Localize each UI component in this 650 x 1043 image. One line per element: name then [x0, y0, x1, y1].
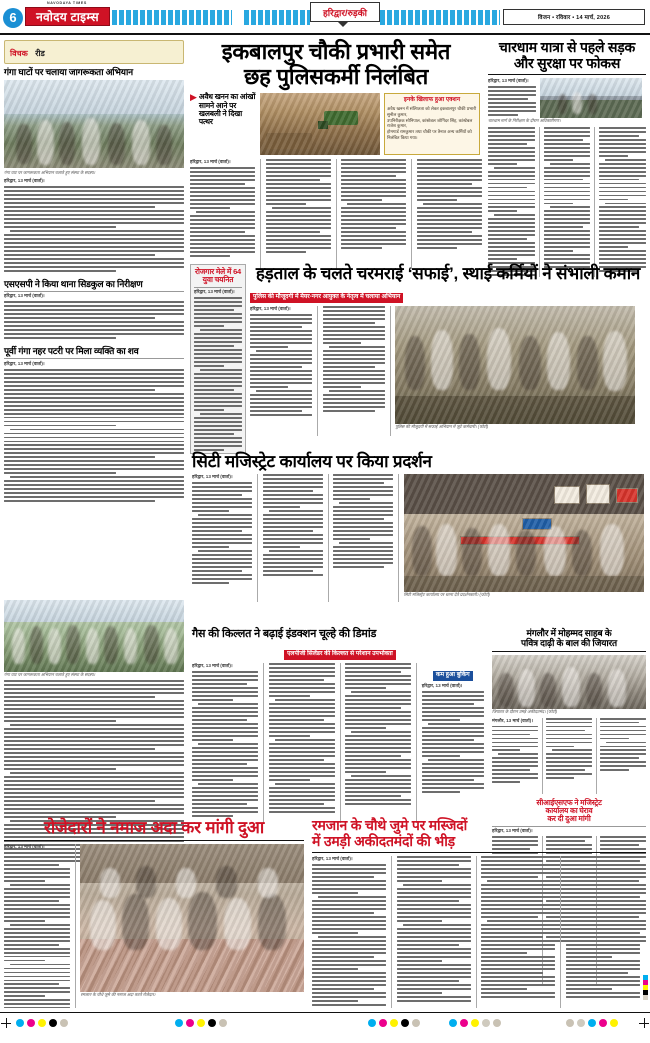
left-rail-body [4, 186, 184, 274]
cmyk-dot-group-2 [175, 1019, 227, 1027]
right-small-headline-line3: कर दी दुआ मांगी [547, 814, 591, 824]
photo-cleaning-drive [395, 306, 635, 424]
cmyk-dot-group-5 [566, 1019, 618, 1027]
ramzan-headline-line2: में उमड़ी अकीदतमंदों की भीड़ [312, 832, 455, 849]
photo-namaz-congregation [80, 844, 304, 992]
decorative-bar-mid [244, 10, 310, 25]
gas-byline: हरिद्वार, 13 मार्च (वार्ता)। [192, 663, 233, 669]
ramzan-body-col-4 [566, 856, 640, 1021]
gas-sidebar [422, 663, 484, 823]
protest-headline: सिटी मजिस्ट्रेट कार्यालय पर किया प्रदर्शन [192, 452, 432, 471]
gas-story [192, 628, 488, 823]
lead-body-col-1 [190, 159, 255, 269]
namaz-headline: रोजेदारों ने नमाज अदा कर मांगी दुआ [43, 818, 265, 837]
ramzan-body-col-2 [397, 856, 471, 1021]
left-rail-photo-caption: गंगा घाट पर जागरूकता अभियान चलाते हुए संस्था के सदस्य। [4, 169, 96, 175]
metro-box-headline-line2: युवा चयनित [202, 275, 234, 285]
lead-callout-title: इनके खिलाफ हुआ एक्शन [403, 97, 461, 104]
quick-read-label-rest: रीड [35, 49, 45, 58]
lead-callout-line-2: होमगार्ड रामकुमार तथा चौकी पर तैनात अन्य कर्मियों को निलंबित किया गया। [387, 129, 472, 141]
cleaning-byline: हरिद्वार, 13 मार्च (वार्ता)। [250, 306, 291, 312]
protest-body-col-1 [192, 474, 252, 602]
gas-sidebar-body [422, 691, 484, 795]
cleaning-sub-strip: पुलिस की मौजूदगी में मेयर-नगर आयुक्त के नेतृत्व में चलाया अभियान [250, 293, 403, 304]
lead-body-col-2 [266, 159, 331, 269]
mangalore-body-col-3 [600, 718, 646, 794]
press-registration-bar [0, 1008, 650, 1043]
right-small-byline: हरिद्वार, 13 मार्च (वार्ता)। [492, 828, 533, 834]
right-top-headline-line2: और सुरक्षा पर फोकस [513, 54, 621, 71]
right-top-story [488, 40, 646, 278]
mid-left-story2-body [4, 369, 184, 504]
masthead [0, 0, 650, 34]
cleaning-body-col-2 [323, 306, 385, 436]
cmyk-dot-group-1 [16, 1019, 68, 1027]
right-small-headline-line1: सीआईएसएफ ने मजिस्ट्रेट [536, 797, 602, 807]
gas-body-col-2 [269, 663, 335, 823]
lead-callout [384, 93, 480, 155]
ramzan-story [312, 818, 646, 1021]
metro-box-body [194, 297, 242, 452]
cleaning-photo-caption: पुलिस की मौजूदगी में सफाई अभियान में जुटे कर्मचारी। (फोटो) [395, 424, 489, 430]
mangalore-headline-line1: मंगलौर में मोहम्मद साहब के [526, 628, 612, 638]
page-number: 6 [3, 8, 23, 28]
metro-box-byline: हरिद्वार, 13 मार्च (वार्ता)। [194, 289, 235, 295]
right-top-body-col-2 [488, 127, 535, 278]
cleaning-story [250, 264, 646, 436]
right-top-headline-line1: चारधाम यात्रा से पहले सड़क [498, 39, 636, 55]
protest-story [192, 452, 646, 602]
right-top-body-col-4 [599, 127, 646, 278]
ramzan-headline-line1: रमजान के चौथे जुमे पर मस्जिदों [312, 817, 468, 833]
right-top-body-col-1 [488, 78, 536, 118]
right-top-photo-caption: चारधाम मार्ग के निरीक्षण के दौरान अधिकारीगण। [488, 118, 561, 124]
registration-mark-left [1, 1018, 11, 1028]
lead-callout-line-1: उपनिरीक्षक सोनिपाल, कांस्टेबल जोगिंदर सिंह, कांस्टेबल राजेश कुमार, [387, 117, 473, 129]
date-line: विजन • रविवार • 14 मार्च, 2026 [503, 9, 645, 25]
protest-body-col-2 [263, 474, 323, 602]
right-small-headline-line2: कार्यालय का घेराव [545, 806, 593, 815]
left-rail [4, 40, 184, 504]
cmyk-dot-group-4 [449, 1019, 501, 1027]
gas-body-col-1 [192, 663, 258, 823]
photo-ground-gathering [4, 600, 184, 672]
metro-box-headline-line1: रोजगार मेले में 64 [194, 267, 242, 276]
left-rail-subheadline: गंगा घाटों पर चलाया जागरूकता अभियान [4, 67, 133, 77]
protest-body-col-3 [333, 474, 393, 602]
gas-sidebar-kicker: कम हुआ बुकिंग [433, 671, 473, 682]
cmyk-edge-strip [643, 975, 648, 1000]
lead-callout-line-0: अवैध खनन में संलिप्तता को लेकर इकबालपुर चौकी प्रभारी सुनील कुमार, [387, 106, 477, 117]
mid-left-story2-headline: पूर्वी गंगा नहर पटरी पर मिला व्यक्ति का शव [4, 346, 139, 357]
decorative-bar-right [380, 10, 500, 25]
mid-left-story2-byline: हरिद्वार, 13 मार्च (वार्ता)। [4, 360, 45, 366]
quick-read-label-highlight: विचक [10, 49, 28, 58]
lead-byline: हरिद्वार, 13 मार्च (वार्ता)। [190, 159, 231, 165]
right-top-body-col-3 [544, 127, 591, 278]
protest-byline: हरिद्वार, 13 मार्च (वार्ता)। [192, 474, 233, 480]
mangalore-body-col-1 [492, 718, 538, 794]
ramzan-body-col-1 [312, 856, 386, 1021]
photo-protest-sit-in [404, 474, 644, 592]
logo-kicker: NAVODAYA TIMES [47, 1, 87, 5]
cleaning-body-col-1 [250, 306, 312, 436]
lead-headline-line1: इकबालपुर चौकी प्रभारी समेत [221, 39, 451, 64]
namaz-story [4, 818, 304, 1011]
quick-read-tab [4, 40, 184, 64]
left-mid-photo-caption: गंगा घाट पर जागरूकता अभियान चलाते हुए संस्था के सदस्य। [4, 672, 96, 677]
mid-left-story-byline: हरिद्वार, 13 मार्च (वार्ता)। [4, 293, 45, 299]
photo-illegal-mining [260, 93, 380, 155]
masthead-rule [0, 33, 650, 35]
ramzan-byline: हरिद्वार, 13 मार्च (वार्ता)। [312, 856, 353, 862]
protest-photo-caption: सिटी मजिस्ट्रेट कार्यालय पर धरना देते प्रदर्शनकारी। (फोटो) [403, 592, 490, 598]
decorative-bar-left [112, 10, 232, 25]
edition-tab: हरिद्वार/रुड़की [310, 2, 380, 22]
cmyk-dot-group-3 [368, 1019, 420, 1027]
gas-headline: गैस की किल्लत ने बढ़ाई इंडक्शन चूल्हे की डिमांड [192, 628, 377, 640]
newspaper-logo [25, 7, 110, 26]
lead-body-col-3 [341, 159, 406, 269]
logo-text: नवोदय टाइम्स [36, 10, 99, 24]
photo-road-inspection [540, 78, 642, 118]
registration-mark-right [639, 1018, 649, 1028]
namaz-photo-caption: रमजान के चौथे जुमे की नमाज अदा करते रोजेदार। [80, 992, 156, 998]
cleaning-headline: हड़ताल के चलते चरमराई ‘सफाई’, स्थाई कर्मियों ने संभाली कमान [255, 264, 641, 283]
metro-box [190, 264, 246, 454]
gas-sub-strip: एलपीजी सिलेंडर की किल्लत से परेशान उपभोक्ता [284, 650, 396, 661]
gas-body-col-3 [345, 663, 411, 823]
right-top-byline: हरिद्वार, 13 मार्च (वार्ता)। [488, 78, 529, 84]
left-rail-byline: हरिद्वार, 13 मार्च (वार्ता)। [4, 178, 45, 184]
mangalore-headline-line2: पवित्र दाढ़ी के बाल की जियारत [521, 638, 617, 649]
ramzan-body-col-3 [481, 856, 555, 1021]
namaz-body-col-1 [4, 844, 70, 1011]
gas-sidebar-byline: हरिद्वार, 13 मार्च (वार्ता)। [421, 683, 463, 689]
mid-left-story-body [4, 301, 184, 341]
photo-ganga-ghat [4, 80, 184, 168]
lead-headline-line2: छह पुलिसकर्मी निलंबित [243, 63, 429, 89]
mangalore-photo-caption: जियारत के दौरान उमड़े अकीदतमंद। (फोटो) [492, 709, 558, 715]
lead-body-col-4 [417, 159, 482, 269]
lead-kicker: अवैध खनन का आंखों सामने आने पर खलबली ने दिखा पत्थर [198, 92, 256, 127]
namaz-byline: हरिद्वार, 13 मार्च (वार्ता)। [4, 844, 45, 850]
photo-ziyarat-crowd [492, 655, 646, 709]
mid-left-story-headline: एसएसपी ने किया थाना सिडकुल का निरीक्षण [4, 278, 143, 289]
press-bar-rule [0, 1012, 650, 1013]
lead-story: इकबालपुर चौकी प्रभारी समेत छह पुलिसकर्मी निलंबित ▶ अवैध खनन का आंखों सामने आने पर खलबली ने दिखा पत्थर इनके खिलाफ हुआ एक्शन अवैध खनन में संलिप्तता को लेकर इकबालपुर चौकी प्रभारी सुनील कुमार, उपनिरीक्षक सोनिपाल, कांस्टेबल जोगिंदर सिंह, कांस्टेबल राजेश कुमार, होमगार्ड रामकुमार तथा चौकी पर तैनात अन्य कर्मियों को निलंबित किया गया। हरिद्वार, 13 मार्च (वार्ता)। [190, 40, 482, 269]
mangalore-byline: मंगलौर, 13 मार्च (वार्ता)। [492, 717, 533, 723]
mangalore-body-col-2 [546, 718, 592, 794]
